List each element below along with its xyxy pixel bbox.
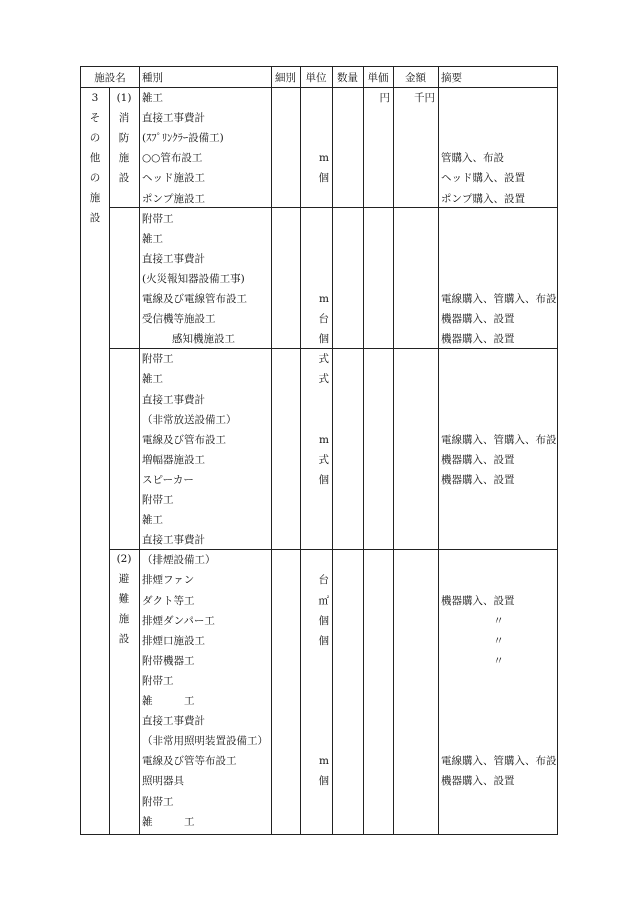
row-summary: 電線購入、管購入、布設 (441, 433, 557, 446)
row-category: 直接工事費計 (142, 715, 205, 728)
row-category: (ｽﾌﾟﾘﾝｸﾗｰ設備工) (142, 132, 224, 145)
row-summary: 〃 (493, 614, 504, 627)
col-line-detail (271, 67, 272, 834)
section-2-char: 避 (118, 573, 130, 585)
row-category: 附帯工 (142, 795, 174, 808)
facility-char: 設 (89, 212, 101, 224)
row-category: (火災報知器設備工事) (142, 272, 245, 285)
row-category: 感知機施設工 (172, 333, 235, 346)
section-1-char: 消 (118, 112, 130, 124)
row-category: スピーカー (142, 473, 194, 486)
row-category: 排煙口施設工 (142, 634, 205, 647)
row-category: 増幅器施設工 (142, 453, 205, 466)
row-category: （非常放送設備工） (142, 413, 237, 426)
row-category: 直接工事費計 (142, 393, 205, 406)
row-unit: 個 (318, 473, 329, 486)
unit-price-currency: 円 (379, 92, 390, 104)
facility-char: そ (89, 112, 101, 124)
row-unit: m (319, 152, 329, 165)
row-summary: 機器購入、設置 (441, 313, 515, 326)
row-unit: 台 (318, 574, 329, 587)
row-summary: ヘッド購入、設置 (441, 172, 525, 185)
row-summary: 〃 (493, 654, 504, 667)
section-2-char: (2) (116, 553, 132, 565)
row-category: ダクト等工 (142, 594, 195, 607)
row-category: 附帯工 (142, 353, 174, 366)
row-summary: 〃 (493, 634, 504, 647)
row-unit: 台 (318, 313, 329, 326)
group-divider-3 (109, 549, 557, 550)
row-category: 電線及び管布設工 (142, 433, 226, 446)
row-category: 附帯工 (142, 212, 174, 225)
facility-char: 施 (89, 192, 101, 204)
row-category: 受信機等施設工 (142, 313, 216, 326)
col-line-amount (393, 67, 394, 834)
row-unit: 個 (318, 614, 329, 627)
section-1-char: (1) (116, 92, 132, 104)
row-category: ○○管布設工 (142, 152, 203, 165)
col-line-facility-inner (109, 87, 110, 834)
header-summary: 摘要 (441, 72, 462, 84)
row-category: 附帯工 (142, 494, 174, 506)
col-line-unit-price (363, 67, 364, 834)
header-quantity: 数量 (337, 72, 358, 84)
section-1-char: 防 (118, 132, 130, 144)
row-summary: 機器購入、設置 (441, 473, 515, 486)
row-unit: 式 (318, 373, 329, 386)
section-1-char: 設 (118, 172, 130, 184)
row-category: 直接工事費計 (142, 252, 205, 265)
group-divider-2 (109, 348, 557, 349)
row-category: 電線及び電線管布設工 (142, 293, 247, 305)
header-unit: 単位 (305, 72, 327, 84)
row-unit: m (319, 755, 329, 768)
row-unit: m (319, 433, 329, 446)
amount-currency: 千円 (414, 92, 435, 104)
section-1-char: 施 (118, 152, 130, 164)
row-summary: 機器購入、設置 (441, 333, 515, 346)
row-unit: ㎡ (318, 594, 329, 607)
row-category: 附帯機器工 (142, 654, 195, 667)
row-category: 電線及び管等布設工 (142, 755, 237, 768)
col-line-quantity (332, 67, 333, 834)
row-unit: 個 (318, 775, 329, 788)
row-category: 附帯工 (142, 674, 174, 687)
row-category: （排煙設備工） (142, 554, 216, 567)
row-category: 照明器具 (142, 775, 184, 788)
row-summary: 電線購入、管購入、布設 (441, 293, 557, 305)
row-category: 直接工事費計 (142, 112, 205, 125)
row-unit: m (319, 293, 329, 305)
row-category: 排煙ファン (142, 574, 195, 587)
facility-char: 他 (89, 152, 101, 164)
row-category: 雑 工 (142, 815, 195, 828)
estimate-table (80, 66, 558, 835)
row-unit: 式 (318, 453, 329, 466)
section-2-char: 難 (118, 593, 130, 605)
row-unit: 式 (318, 353, 329, 366)
row-unit: 個 (318, 634, 329, 647)
row-category: 雑工 (142, 373, 163, 386)
row-summary: ポンプ購入、設置 (441, 192, 525, 205)
row-category: 雑工 (142, 232, 163, 245)
row-summary: 機器購入、設置 (441, 775, 515, 788)
row-unit: 個 (318, 172, 329, 185)
row-category: 直接工事費計 (142, 534, 205, 547)
row-category: 雑工 (142, 514, 163, 527)
header-category: 種別 (142, 72, 163, 84)
row-category: ポンプ施設工 (142, 192, 205, 205)
header-bottom-line (81, 87, 557, 88)
col-line-summary (438, 67, 439, 834)
header-detail: 細別 (275, 72, 296, 84)
section-2-char: 設 (118, 633, 130, 645)
facility-char: の (89, 132, 101, 144)
header-facility: 施設名 (94, 72, 126, 84)
header-unit-price: 単価 (367, 72, 389, 84)
row-category: ヘッド施設工 (142, 172, 205, 185)
row-category: （非常用照明装置設備工） (142, 735, 268, 748)
row-summary: 電線購入、管購入、布設 (441, 755, 557, 768)
section-2-char: 施 (118, 613, 130, 625)
header-amount: 金額 (405, 72, 426, 84)
facility-char: の (89, 172, 101, 184)
facility-char: 3 (91, 92, 99, 104)
row-category: 雑 工 (142, 695, 195, 707)
row-category: 排煙ダンパー工 (142, 614, 215, 627)
col-line-category (139, 67, 140, 834)
row-unit: 個 (318, 333, 329, 346)
group-divider-1 (109, 207, 557, 208)
row-summary: 管購入、布設 (441, 152, 504, 165)
row-summary: 機器購入、設置 (441, 453, 515, 466)
row-summary: 機器購入、設置 (441, 594, 515, 607)
row-category: 雑工 (142, 92, 163, 104)
